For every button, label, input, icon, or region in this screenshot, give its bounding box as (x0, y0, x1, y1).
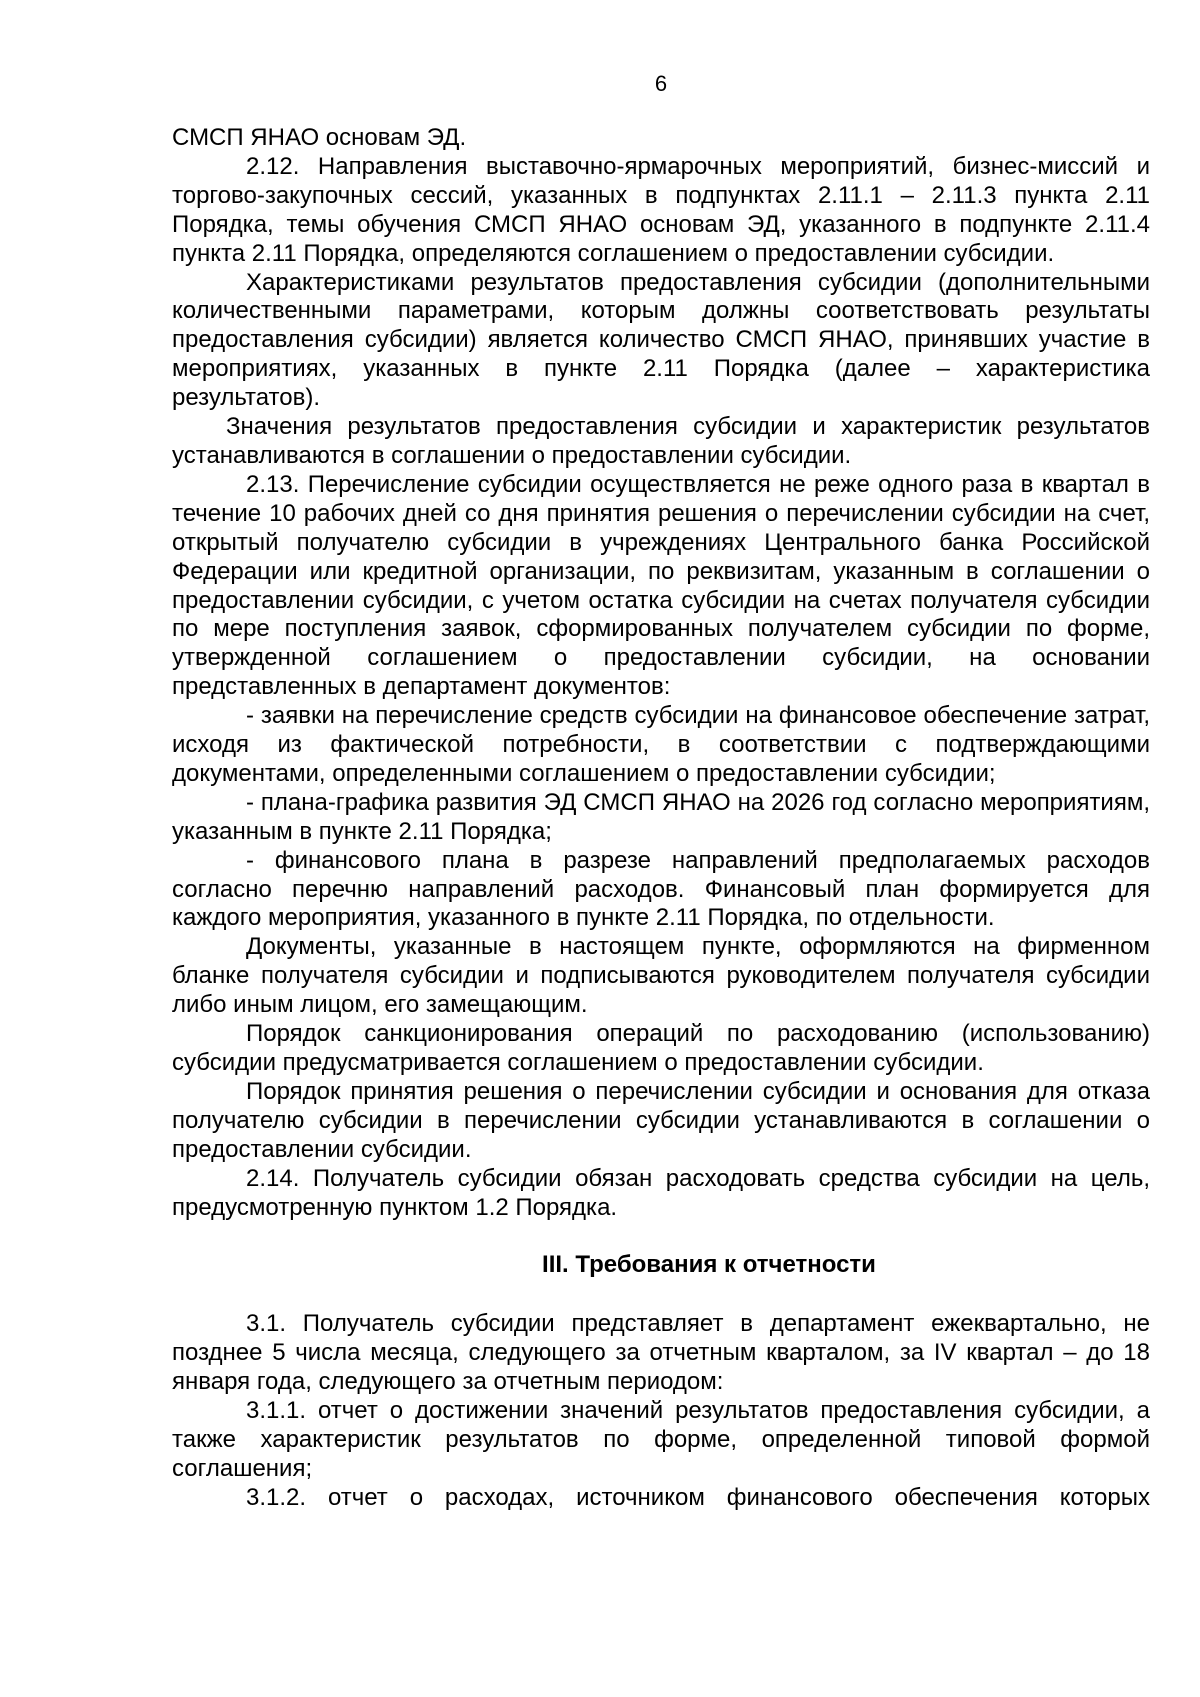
paragraph-3-1-1: 3.1.1. отчет о достижении значений результатов предоставления субсидии, а также характеристик результатов по форме, определенной типовой формой соглашения; (172, 1397, 1150, 1482)
paragraph-2-13: 2.13. Перечисление субсидии осуществляется не реже одного раза в квартал в течение 10 рабочих дней со дня принятия решения о перечислении субсидии на счет, открытый получателю субсидии в учреждениях Центрального банка Российской Федерации или кредитной организации, по реквизитам, указанным в соглашении о предоставлении субсидии, с учетом остатка субсидии на счетах получателя субсидии по мере поступления заявок, сформированных получателем субсидии по форме, утвержденной соглашением о предоставлении субсидии, на основании представленных в департамент документов: (172, 470, 1150, 701)
paragraph-result-values: Значения результатов предоставления субсидии и характеристик результатов устанавливаются в соглашении о предоставлении субсидии. (172, 413, 1150, 469)
paragraph-decision: Порядок принятия решения о перечислении субсидии и основания для отказа получателю субсидии в перечислении субсидии устанавливаются в соглашении о предоставлении субсидии. (172, 1077, 1150, 1163)
list-item-applications: - заявки на перечисление средств субсидии на финансовое обеспечение затрат, исходя из фактической потребности, в соответствии с подтверждающими документами, определенными соглашением о предоставлении субсидии; (172, 702, 1150, 787)
paragraph-2-14: 2.14. Получатель субсидии обязан расходовать средства субсидии на цель, предусмотренную пунктом 1.2 Порядка. (172, 1164, 1150, 1221)
paragraph-2-12: 2.12. Направления выставочно-ярмарочных мероприятий, бизнес-миссий и торгово-закупочных сессий, указанных в подпунктах 2.11.1 – 2.11.3 пункта 2.11 Порядка, темы обучения СМСП ЯНАО основам ЭД, указанного в подпункте 2.11.4 пункта 2.11 Порядка, определяются соглашением о предоставлении субсидии. (172, 152, 1150, 267)
list-item-financial-plan: - финансового плана в разрезе направлений предполагаемых расходов согласно перечню направлений расходов. Финансовый план формируется для каждого мероприятия, указанного в пункте 2.11 Порядка, по отдельности. (172, 846, 1150, 932)
document-body (172, 124, 1150, 1513)
section-heading: III. Требования к отчетности (542, 1251, 876, 1279)
paragraph-result-characteristics: Характеристиками результатов предоставления субсидии (дополнительными количественными параметрами, которым должны соответствовать результаты предоставления субсидии) является количество СМСП ЯНАО, принявших участие в мероприятиях, указанных в пункте 2.11 Порядка (далее – характеристика результатов). (172, 268, 1150, 412)
paragraph-3-1-2: 3.1.2. отчет о расходах, источником финансового обеспечения которых (246, 1483, 1150, 1511)
paragraph-authorization: Порядок санкционирования операций по расходованию (использованию) субсидии предусматривается соглашением о предоставлении субсидии. (172, 1020, 1150, 1076)
page-number: 6 (654, 71, 668, 96)
paragraph-documents: Документы, указанные в настоящем пункте, оформляются на фирменном бланке получателя субсидии и подписываются руководителем получателя субсидии либо иным лицом, его замещающим. (172, 933, 1150, 1019)
list-item-schedule: - плана-графика развития ЭД СМСП ЯНАО на 2026 год согласно мероприятиям, указанным в пункте 2.11 Порядка; (172, 788, 1150, 845)
paragraph: СМСП ЯНАО основам ЭД. (172, 124, 467, 151)
paragraph-3-1: 3.1. Получатель субсидии представляет в департамент ежеквартально, не позднее 5 числа месяца, следующего за отчетным кварталом, за IV квартал – до 18 января года, следующего за отчетным периодом: (172, 1310, 1150, 1396)
